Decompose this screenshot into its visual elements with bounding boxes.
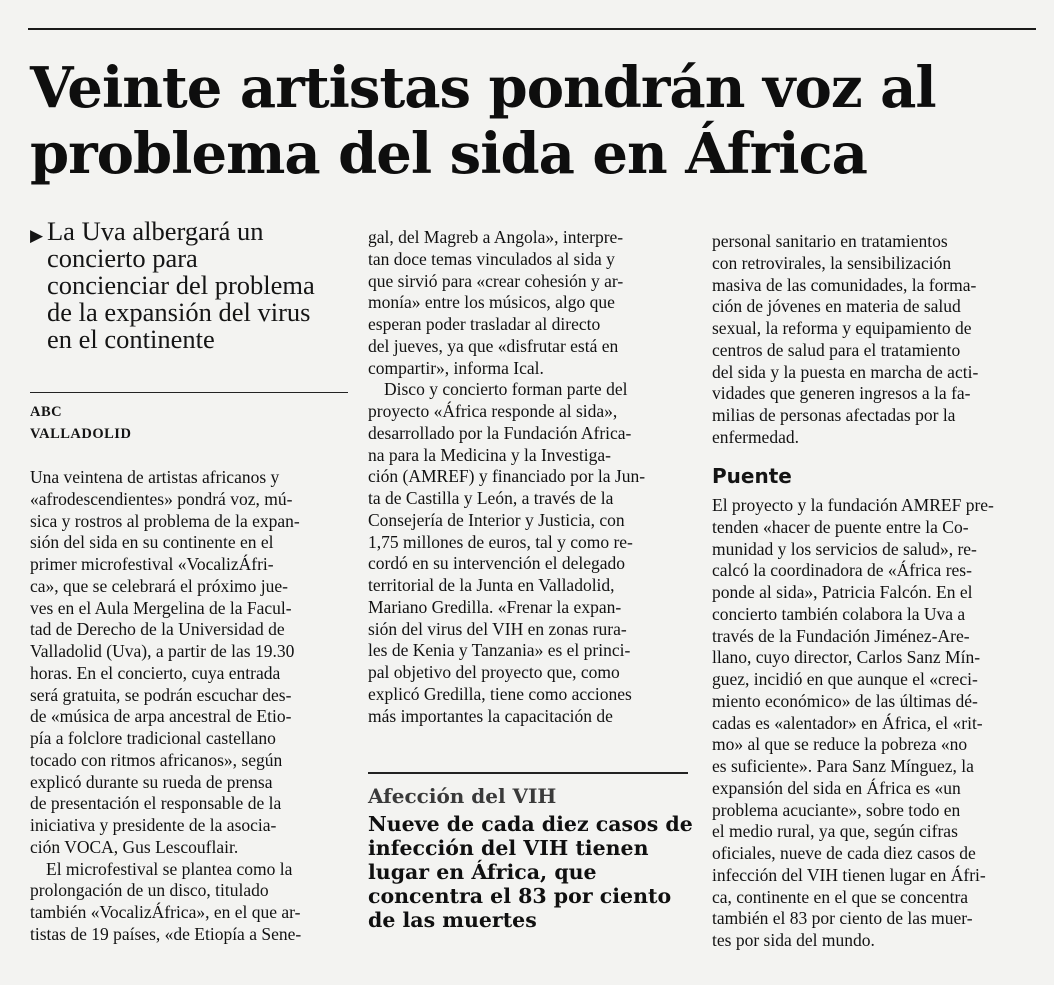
text-line: 1,75 millones de euros, tal y como re- (368, 531, 633, 552)
headline-line: Veinte artistas pondrán voz al (30, 55, 936, 121)
text-line: gal, del Magreb a Angola», interpre- (368, 227, 624, 247)
text-line: con retrovirales, la sensibilización (712, 252, 952, 273)
text-line: vidades que generen ingresos a la fa- (712, 383, 971, 404)
text-line: sión del virus del VIH en zonas rura- (368, 618, 627, 639)
byline-location: VALLADOLID (30, 426, 132, 442)
text-line: «afrodescendientes» pondrá voz, mú- (30, 488, 293, 509)
text-line: explicó durante su rueda de prensa (30, 771, 273, 792)
text-line: tistas de 19 países, «de Etiopía a Sene- (30, 923, 302, 944)
text-line: expansión del sida en África es «un (712, 777, 961, 798)
text-line: problema acuciante», sobre todo en (712, 799, 961, 820)
text-line: ta de Castilla y León, a través de la (368, 488, 614, 508)
text-line: sión del sida en su continente en el (30, 532, 274, 553)
text-line: será gratuita, se podrán escuchar des- (30, 684, 292, 705)
text-line: ves en el Aula Mergelina de la Facul- (30, 597, 292, 618)
text-line: sexual, la reforma y equipamiento de (712, 318, 972, 338)
text-line: calcó la coordinadora de «África res- (712, 560, 972, 581)
text-line: tan doce temas vinculados al sida y (368, 248, 615, 269)
text-line: de «música de arpa ancestral de Etio- (30, 706, 292, 727)
subheadline-line: La Uva albergará un (47, 216, 264, 246)
text-line: Mariano Gredilla. «Frenar la expan- (368, 596, 622, 617)
text-line: munidad y los servicios de salud», re- (712, 538, 977, 559)
text-line: tad de Derecho de la Universidad de (30, 619, 285, 640)
text-line: del jueves, ya que «disfrutar está en (368, 335, 619, 356)
subheadline (30, 218, 350, 353)
top-rule (28, 28, 1036, 30)
sidebar-rule (368, 772, 688, 774)
headline (30, 55, 1030, 187)
text-line: ción (AMREF) y financiado por la Jun- (368, 466, 646, 487)
text-line: ca, continente en el que se concentra (712, 886, 969, 907)
sidebar-line: de las muertes (368, 908, 537, 932)
text-line: más importantes la capacitación de (368, 705, 613, 726)
text-line: El microfestival se plantea como la (46, 858, 293, 879)
text-line: del sida y la puesta en marcha de acti- (712, 361, 979, 382)
text-line: infección del VIH tienen lugar en Áfri- (712, 864, 986, 885)
text-line: masiva de las comunidades, la forma- (712, 274, 977, 295)
text-line: les de Kenia y Tanzania» es el princi- (368, 640, 631, 661)
section-title: Puente (712, 464, 792, 488)
text-line: tenden «hacer de puente entre la Co- (712, 516, 969, 537)
text-line: el medio rural, ya que, según cifras (712, 821, 958, 842)
text-line: El proyecto y la fundación AMREF pre- (712, 495, 994, 515)
sidebar-line: concentra el 83 por ciento (368, 884, 672, 908)
text-line: guez, incidió en que aunque el «creci- (712, 669, 978, 689)
triangle-bullet-icon: ▶ (30, 226, 44, 245)
sidebar-line: Nueve de cada diez casos de (368, 812, 693, 836)
subheadline-line: de la expansión del virus (47, 297, 311, 327)
article-column-3 (712, 231, 1032, 449)
text-line: Disco y concierto forman parte del (384, 379, 628, 400)
byline-rule (30, 392, 348, 393)
text-line: primer microfestival «VocalizÁfri- (30, 554, 274, 574)
text-line: horas. En el concierto, cuya entrada (30, 662, 281, 683)
article-column-3-continued (712, 495, 1032, 952)
text-line: desarrollado por la Fundación Africa- (368, 422, 632, 443)
text-line: milias de personas afectadas por la (712, 405, 956, 425)
sidebar-line: infección del VIH tienen (368, 836, 649, 860)
text-line: que sirvió para «crear cohesión y ar- (368, 270, 624, 291)
text-line: tocado con ritmos africanos», según (30, 749, 283, 770)
text-line: monía» entre los músicos, algo que (368, 292, 615, 313)
text-line: mo» al que se reduce la pobreza «no (712, 734, 968, 755)
text-line: también el 83 por ciento de las muer- (712, 908, 973, 929)
article-column-1 (30, 467, 348, 946)
text-line: explicó Gredilla, tiene como acciones (368, 683, 632, 704)
text-line: prolongación de un disco, titulado (30, 880, 269, 901)
text-line: esperan poder trasladar al directo (368, 314, 601, 334)
text-line: cadas es «alentador» en África, el «rit- (712, 712, 983, 733)
text-line: es suficiente». Para Sanz Mínguez, la (712, 756, 974, 776)
sidebar-quote (368, 812, 698, 932)
sidebar-kicker: Afección del VIH (368, 784, 557, 808)
text-line: pía a folclore tradicional castellano (30, 728, 276, 748)
byline (30, 401, 131, 445)
text-line: tes por sida del mundo. (712, 930, 875, 950)
byline-outlet: ABC (30, 404, 63, 420)
text-line: Consejería de Interior y Justicia, con (368, 509, 625, 530)
text-line: personal sanitario en tratamientos (712, 231, 948, 251)
text-line: compartir», informa Ical. (368, 357, 544, 378)
text-line: miento económico» de las últimas dé- (712, 690, 978, 711)
text-line: Una veintena de artistas africanos y (30, 467, 280, 487)
text-line: concierto también colabora la Uva a (712, 603, 966, 624)
text-line: Valladolid (Uva), a partir de las 19.30 (30, 641, 295, 661)
text-line: también «VocalizÁfrica», en el que ar- (30, 902, 301, 922)
text-line: llano, cuyo director, Carlos Sanz Mín- (712, 647, 981, 668)
text-line: iniciativa y presidente de la asocia- (30, 815, 277, 835)
subheadline-line: en el continente (47, 324, 215, 354)
text-line: oficiales, nueve de cada diez casos de (712, 843, 976, 863)
text-line: ción de jóvenes en materia de salud (712, 296, 961, 317)
subheadline-line: concierto para (47, 243, 198, 273)
text-line: ca», que se celebrará el próximo jue- (30, 575, 288, 596)
text-line: centros de salud para el tratamiento (712, 339, 961, 360)
text-line: sica y rostros al problema de la expan- (30, 510, 300, 531)
headline-line: problema del sida en África (30, 121, 867, 187)
subheadline-line: concienciar del problema (47, 270, 315, 300)
text-line: ción VOCA, Gus Lescouflair. (30, 836, 239, 857)
text-line: pal objetivo del proyecto que, como (368, 662, 620, 682)
text-line: través de la Fundación Jiménez-Are- (712, 625, 970, 646)
text-line: cordó en su intervención el delegado (368, 553, 626, 574)
text-line: de presentación el responsable de la (30, 793, 282, 814)
text-line: na para la Medicina y la Investiga- (368, 444, 611, 465)
text-line: ponde al sida», Patricia Falcón. En el (712, 582, 973, 602)
text-line: enfermedad. (712, 426, 799, 447)
text-line: proyecto «África responde al sida», (368, 401, 618, 421)
article-column-2 (368, 227, 688, 727)
text-line: territorial de la Junta en Valladolid, (368, 575, 615, 595)
sidebar-line: lugar en África, que (368, 860, 597, 884)
